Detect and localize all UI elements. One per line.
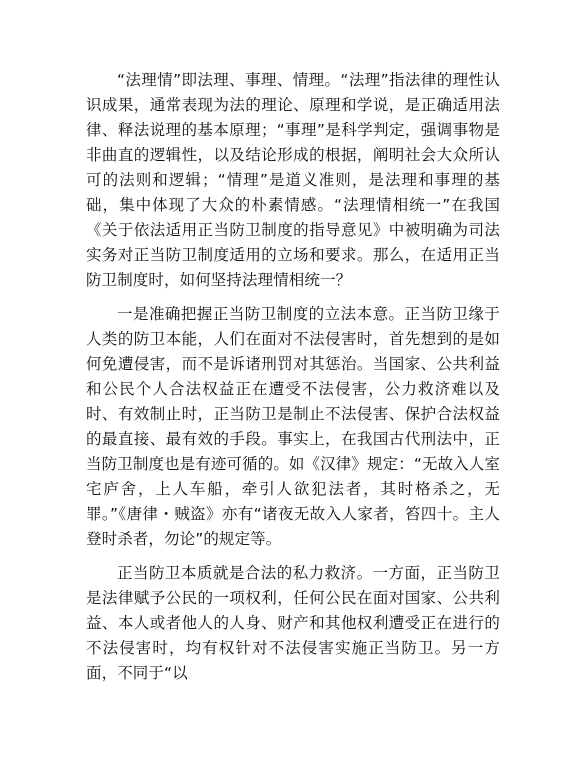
paragraph-private-remedy: 正当防卫本质就是合法的私力救济。一方面，正当防卫是法律赋予公民的一项权利，任何公民在面对国家、公共利益、本人或者他人的人身、财产和其他权利遭受正在进行的不法侵害时，均有权针对不法侵害实施正当防卫。另一方面，不同于“以	[86, 564, 500, 682]
paragraph-legislative-intent: 一是准确把握正当防卫制度的立法本意。正当防卫缘于人类的防卫本能，人们在面对不法侵害时，首先想到的是如何免遭侵害，而不是诉诸刑罚对其惩治。当国家、公共利益和公民个人合法权益正在遭受不法侵害，公力救济难以及时、有效制止时，正当防卫是制止不法侵害、保护合法权益的最直接、最有效的手段。事实上，在我国古代刑法中，正当防卫制度也是有迹可循的。如《汉律》规定：“无故入人室宅庐舍，上人车船，牵引人欲犯法者，其时格杀之，无罪。”《唐律・贼盗》亦有“诸夜无故入人家者，笞四十。主人登时杀者，勿论”的规定等。	[86, 305, 500, 548]
document-body	[86, 68, 500, 695]
paragraph-intro: “法理情”即法理、事理、情理。“法理”指法律的理性认识成果，通常表现为法的理论、原理和学说，是正确适用法律、释法说理的基本原理；“事理”是科学判定，强调事物是非曲直的逻辑性，以及结论形成的根据，阐明社会大众所认可的法则和逻辑；“情理”是道义准则，是法理和事理的基础，集中体现了大众的朴素情感。“法理情相统一”在我国《关于依法适用正当防卫制度的指导意见》中被明确为司法实务对正当防卫制度适用的立场和要求。那么，在适用正当防卫制度时，如何坚持法理情相统一？	[86, 71, 500, 289]
